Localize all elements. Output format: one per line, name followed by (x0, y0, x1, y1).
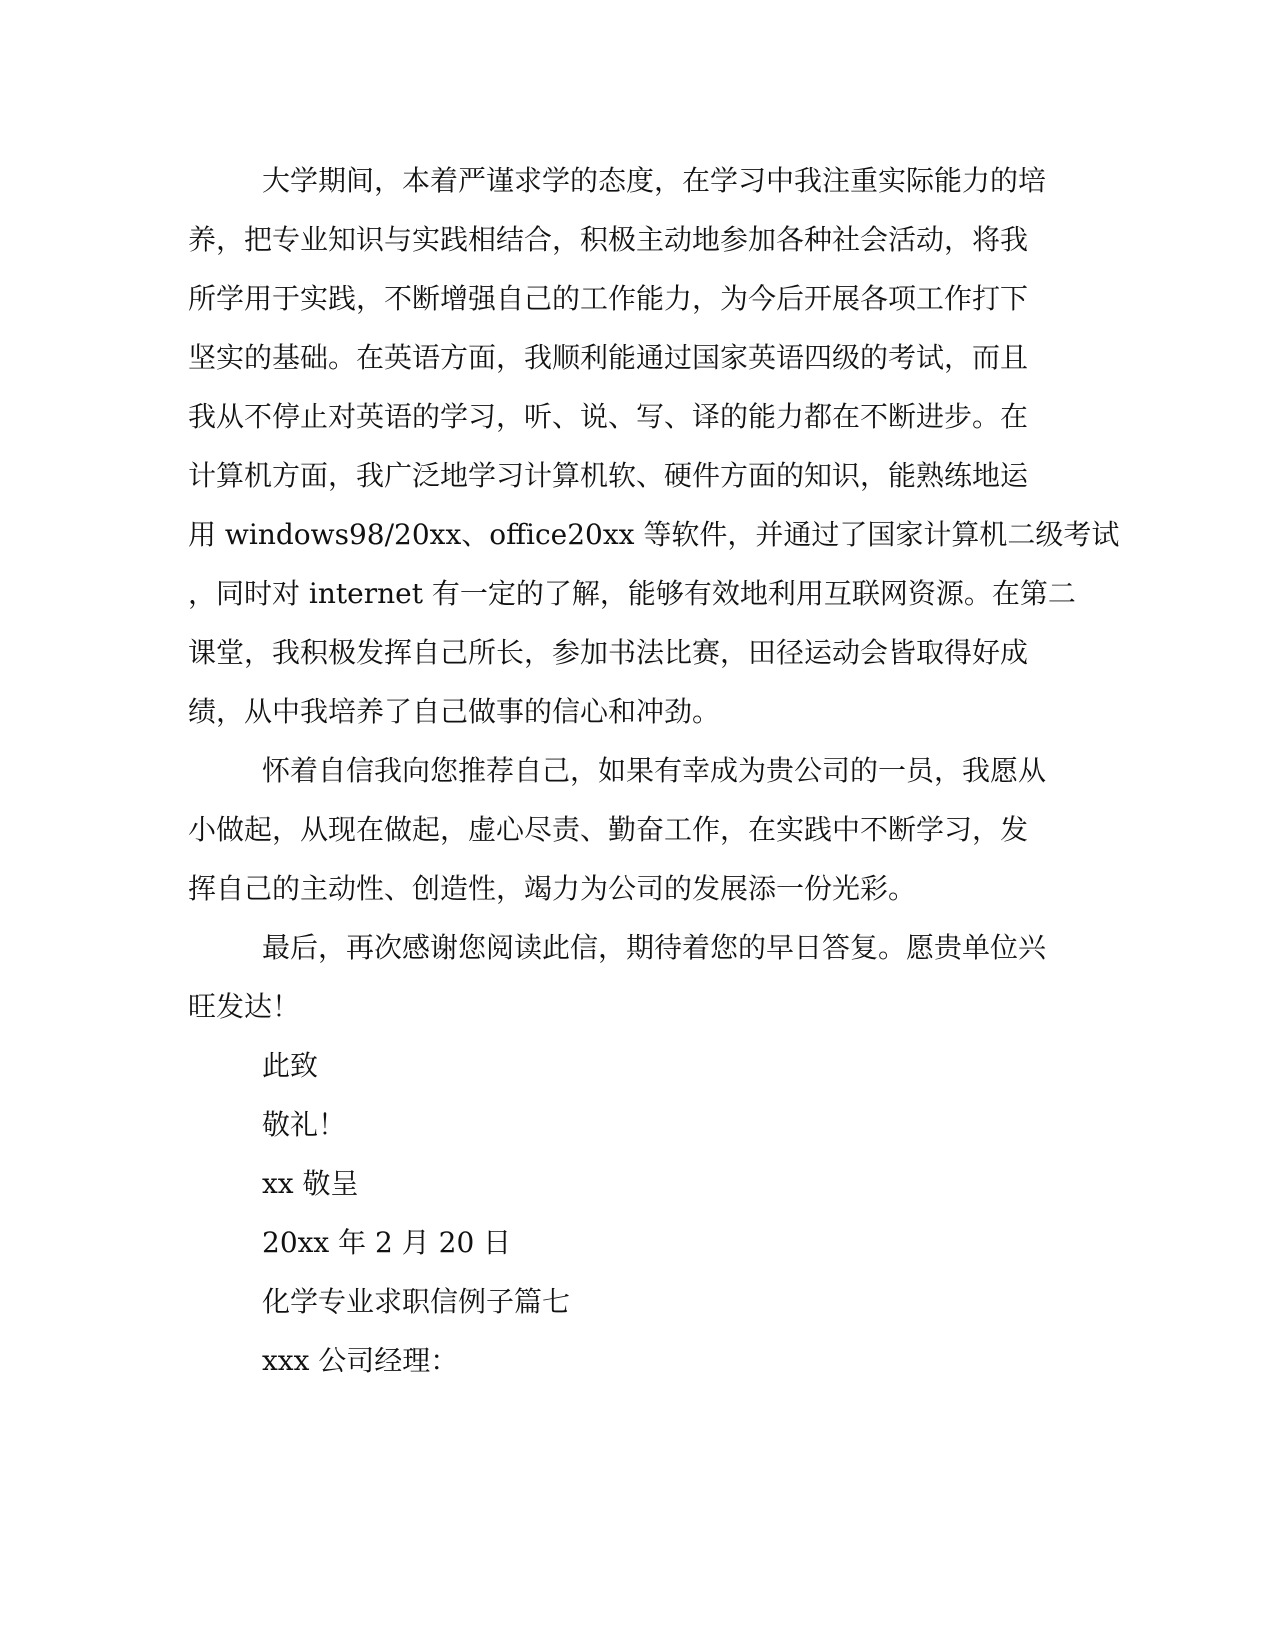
paragraph-2-line-3: 挥自己的主动性、创造性，竭力为公司的发展添一份光彩。 (188, 872, 917, 905)
salutation: xxx 公司经理： (262, 1344, 459, 1377)
closing-ci-zhi: 此致 (262, 1049, 319, 1082)
paragraph-1-line-10: 绩，从中我培养了自己做事的信心和冲劲。 (188, 695, 721, 728)
paragraph-1-line-5: 我从不停止对英语的学习，听、说、写、译的能力都在不断进步。在 (188, 400, 1029, 433)
paragraph-1-line-4: 坚实的基础。在英语方面，我顺利能通过国家英语四级的考试，而且 (188, 341, 1029, 374)
paragraph-1-line-9: 课堂，我积极发挥自己所长，参加书法比赛，田径运动会皆取得好成 (188, 636, 1029, 669)
paragraph-1-line-1: 大学期间，本着严谨求学的态度，在学习中我注重实际能力的培 (262, 164, 1047, 197)
signature: xx 敬呈 (262, 1167, 359, 1200)
paragraph-1-line-6: 计算机方面，我广泛地学习计算机软、硬件方面的知识，能熟练地运 (188, 459, 1029, 492)
paragraph-2-line-1: 怀着自信我向您推荐自己，如果有幸成为贵公司的一员，我愿从 (262, 754, 1047, 787)
paragraph-1-line-7: 用 windows98/20xx、office20xx 等软件，并通过了国家计算机二级考试 (188, 518, 1120, 551)
section-title: 化学专业求职信例子篇七 (262, 1285, 571, 1318)
date: 20xx 年 2 月 20 日 (262, 1226, 512, 1259)
closing-jing-li: 敬礼！ (262, 1108, 347, 1141)
paragraph-1-line-3: 所学用于实践，不断增强自己的工作能力，为今后开展各项工作打下 (188, 282, 1029, 315)
paragraph-2-line-2: 小做起，从现在做起，虚心尽责、勤奋工作，在实践中不断学习，发 (188, 813, 1029, 846)
paragraph-1-line-2: 养，把专业知识与实践相结合，积极主动地参加各种社会活动，将我 (188, 223, 1029, 256)
paragraph-1-line-8: ，同时对 internet 有一定的了解，能够有效地利用互联网资源。在第二 (188, 577, 1076, 610)
paragraph-3-line-2: 旺发达！ (188, 990, 301, 1023)
paragraph-3-line-1: 最后，再次感谢您阅读此信，期待着您的早日答复。愿贵单位兴 (262, 931, 1047, 964)
